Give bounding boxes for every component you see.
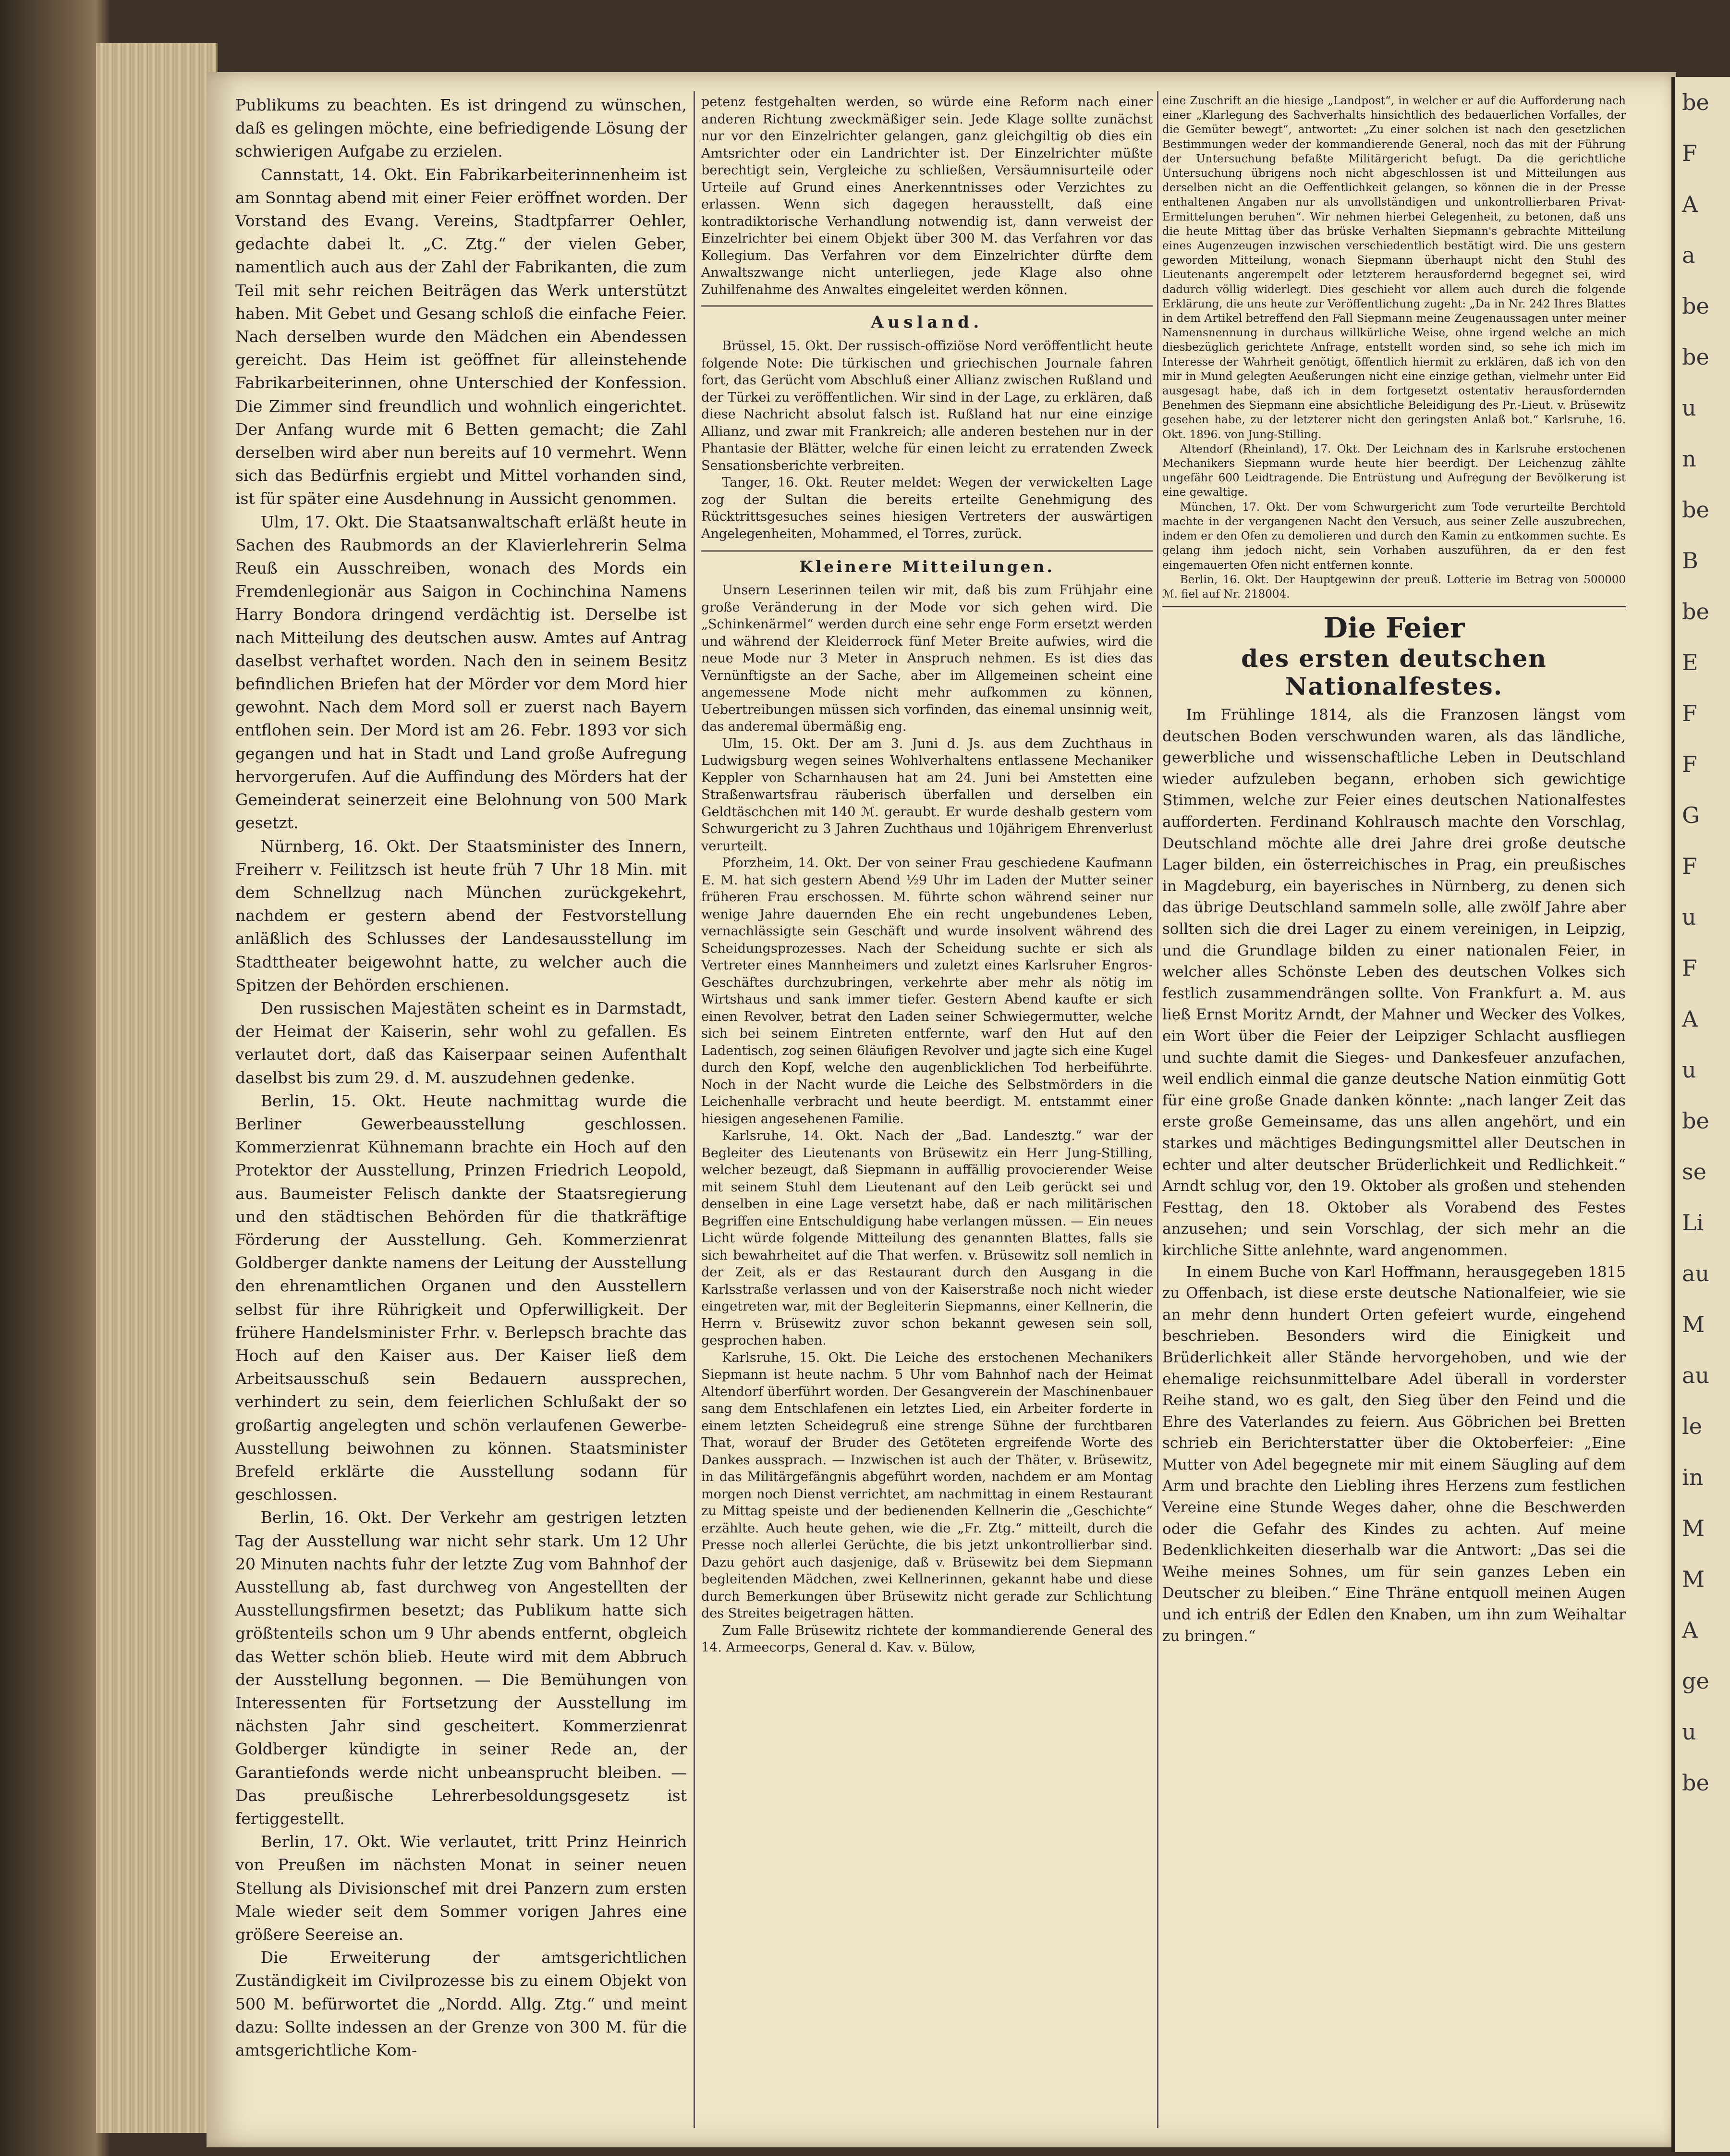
adjacent-page-fragment-text: G (1682, 802, 1700, 828)
ausland-item: Brüssel, 15. Okt. Der russisch-offiziöse Nord veröffentlicht heute folgende Note: Die türkischen und griechischen Journale fahren fort, das Gerücht vom Abschluß einer Allianz zwischen Rußland und der Türkei zu veröffentlichen. Wir sind in der Lage, zu erklären, daß diese Nachricht absolut falsch ist. Rußland hat nur eine einzige Allianz, und zwar mit Frankreich; alle anderen bestehen nur in der Phantasie der Blätter, welche für einen leicht zu erratenden Zweck Sensationsberichte verbreiten. (701, 339, 1153, 473)
kleinere-item: Karlsruhe, 14. Okt. Nach der „Bad. Landesztg.“ war der Begleiter des Lieutenants von Brüsewitz ein Herr Jung-Stilling, welcher bezeugt, daß Siepmann in auffällig provocierender Weise mit seinem Stuhl dem Lieutenant auf den Leib gerückt sei und denselben in eine Lage versetzt habe, daß er nach militärischen Begriffen eine Entschuldigung habe verlangen müssen. — Ein neues Licht würde folgende Mitteilung des genannten Blattes, falls sie sich bewahrheitet auf die That werfen. v. Brüsewitz soll nemlich in der Zeit, als er das Restaurant durch den Ausgang in die Karlsstraße verlassen und von der Kaiserstraße noch nicht wieder eingetreten war, mit der Begleiterin Siepmanns, einer Kellnerin, die Herrn v. Brüsewitz zuvor schon bekannt gewesen sein soll, gesprochen haben. (701, 1128, 1153, 1348)
book-page-edges (96, 43, 218, 2133)
feier-paragraph: In einem Buche von Karl Hoffmann, herausgegeben 1815 zu Offenbach, ist diese erste deutsche Nationalfeier, wie sie an mehr denn hundert Orten gefeiert wurde, eingehend beschrieben. Besonders wird die Einigkeit und Brüderlichkeit aller Stände hervorgehoben, und wie der ehemalige reichsunmittelbare Adel überall in vorderster Reihe stand, wo es galt, den Sieg über den Feind und die Ehre des Vaterlandes zu feiern. Aus Göbrichen bei Bretten schrieb ein Berichterstatter über die Oktoberfeier: „Eine Mutter von Adel begegnete mir mit einem Säugling auf dem Arm und brachte den Liebling ihres Herzens zum festlichen Vereine eine Stunde Weges daher, ohne die Beschwerden oder die Gefahr des Kindes zu achten. Auf meine Bedenklichkeiten dieserhalb war die Antwort: „Das sei die Weihe meines Sohnes, um für sein ganzes Leben ein Deutscher zu bleiben.“ Eine Thräne entquoll meinen Augen und ich entriß der Edlen den Knaben, um ihn zum Weihaltar zu bringen.“ (1162, 1263, 1626, 1645)
kleinere-item: Karlsruhe, 15. Okt. Die Leiche des erstochenen Mechanikers Siepmann ist heute nachm. 5 Uhr vom Bahnhof nach der Heimat Altendorf überführt worden. Der Gesangverein der Maschinenbauer sang dem Entschlafenen ein letztes Lied, ein Arbeiter forderte in einem letzten Scheidegruß eine strenge Sühne der furchtbaren That, worauf der Bruder des Getöteten ergreifende Worte des Dankes aussprach. — Inzwischen ist auch der Thäter, v. Brüsewitz, in das Militärgefängnis abgeführt worden, nachdem er am Montag morgen noch Dienst verrichtet, am nachmittag in einem Restaurant zu Mittag speiste und der bedienenden Kellnerin die „Geschichte“ erzählte. Auch heute gehen, wie die „Fr. Ztg.“ mitteilt, durch die Presse noch allerlei Gerüchte, die bis jetzt unkontrollierbar sind. Dazu gehört auch dasjenige, daß v. Brüsewitz bei dem Siepmann begleitenden Mädchen, zwei Kellnerinnen, gekannt habe und diese durch Bemerkungen über Brüsewitz nicht gerade zur Schlichtung des Streites beigetragen hätten. (701, 1350, 1153, 1621)
feier-paragraph: Im Frühlinge 1814, als die Franzosen längst vom deutschen Boden verschwunden waren, als das ländliche, gewerbliche und wissenschaftliche Leben in Deutschland wieder aufzuleben begann, erhoben sich gewichtige Stimmen, welche zur Feier eines deutschen Nationalfestes aufforderten. Ferdinand Kohlrausch machte den Vorschlag, Deutschland möchte alle drei Jahre drei große deutsche Lager bilden, ein österreichisches in Prag, ein preußisches in Magdeburg, ein bayerisches in Nürnberg, zu denen sich das übrige Deutschland sammeln solle, alle zwölf Jahre aber sollten sich die drei Lager zu einem vereinigen, in Leipzig, und die Grundlage bilden zu einer nationalen Feier, in welcher alles Schönste Leben des deutschen Volkes sich festlich zusammendrängen sollte. Von Frankfurt a. M. aus ließ Ernst Moritz Arndt, der Mahner und Wecker des Volkes, ein Wort über die Feier der Leipziger Schlacht ausfliegen und suchte damit die Sieges- und Dankesfeuer anzufachen, weil endlich einmal die ganze deutsche Nation einmütig Gott für eine große Gnade danken könnte: „nach langer Zeit das erste große Gemeinsame, das uns allen angehört, und ein starkes und mächtiges Bedingungsmittel aller Deutschen in echter und alter deutscher Brüderlichkeit und Redlichkeit.“ Arndt schlug vor, den 19. Oktober als großen und stehenden Festtag, den 18. Oktober als Vorabend des Festes anzusehen; und sein Vorschlag, der sich mehr an die kirchliche Sitte anlehnte, ward angenommen. (1162, 706, 1626, 1259)
adjacent-page-fragment-text: a (1682, 242, 1695, 268)
col1-paragraph: Publikums zu beachten. Es ist dringend zu wünschen, daß es gelingen möchte, eine befriedigende Lösung der schwierigen Aufgabe zu erzielen. (235, 96, 687, 161)
column-3 (1162, 94, 1626, 2135)
adjacent-page-fragment-text: A (1682, 1006, 1698, 1032)
adjacent-page-fragment-text: M (1682, 1311, 1705, 1337)
col1-paragraph: Berlin, 15. Okt. Heute nachmittag wurde die Berliner Gewerbeausstellung geschlossen. Kommerzienrat Kühnemann brachte ein Hoch auf den Protektor der Ausstellung, Prinzen Friedrich Leopold, aus. Baumeister Felisch dankte der Staatsregierung und den städtischen Behörden für die thatkräftige Förderung der Ausstellung. Geh. Kommerzienrat Goldberger dankte namens der Leitung der Ausstellung den ehrenamtlichen Organen und den Ausstellern selbst für ihre Rührigkeit und Opferwilligkeit. Der frühere Handelsminister Frhr. v. Berlepsch brachte das Hoch auf den Kaiser aus. Der Kaiser ließ dem Arbeitsausschuß sein Bedauern aussprechen, verhindert zu sein, dem feierlichen Schlußakt der so großartig angelegten und schön verlaufenen Gewerbe-Ausstellung beiwohnen zu können. Staatsminister Brefeld erklärte die Ausstellung sodann für geschlossen. (235, 1091, 687, 1504)
kleinere-item: Zum Falle Brüsewitz richtete der kommandierende General des 14. Armeecorps, General d. Kav. v. Bülow, (701, 1623, 1153, 1655)
feier-article-title (1162, 606, 1626, 700)
adjacent-page-fragment-text: F (1682, 853, 1697, 879)
adjacent-page-fragment-text: le (1682, 1413, 1702, 1439)
kleinere-item: Ulm, 15. Okt. Der am 3. Juni d. Js. aus dem Zuchthaus in Ludwigsburg wegen seines Wohlverhaltens entlassene Mechaniker Keppler von Scharnhausen hat am 24. Juni bei Amstetten eine Straßenwartsfrau räuberisch überfallen und derselben ein Geldtäschchen mit 140 ℳ. geraubt. Er wurde deshalb gestern vom Schwurgericht zu 3 Jahren Zuchthaus und 10jährigem Ehrenverlust verurteilt. (701, 736, 1153, 854)
feier-title-line-2: des ersten deutschen Nationalfestes. (1241, 644, 1547, 701)
adjacent-page-fragment-text: au (1682, 1261, 1710, 1286)
col3-paragraph: Berlin, 16. Okt. Der Hauptgewinn der preuß. Lotterie im Betrag von 500000 ℳ. fiel auf Nr. 218004. (1162, 573, 1626, 600)
adjacent-page-fragment-text: F (1682, 751, 1697, 777)
section-heading-kleinere: Kleinere Mitteilungen. (701, 550, 1153, 577)
column-1 (235, 94, 687, 2131)
col1-paragraph: Berlin, 17. Okt. Wie verlautet, tritt Prinz Heinrich von Preußen im nächsten Monat in seiner neuen Stellung als Divisionschef mit drei Panzern zum ersten Male wieder seit dem Sommer vorigen Jahres eine größere Seereise an. (235, 1832, 687, 1944)
adjacent-page-fragment-text: M (1682, 1515, 1705, 1541)
col1-paragraph: Nürnberg, 16. Okt. Der Staatsminister des Innern, Freiherr v. Feilitzsch ist heute früh 7 Uhr 18 Min. mit dem Schnellzug nach München zurückgekehrt, nachdem er gestern abend der Festvorstellung anläßlich des Schlusses der Landesausstellung im Stadttheater beigewohnt hatte, zu welcher auch die Spitzen der Behörden erschienen. (235, 836, 687, 994)
adjacent-page-fragment-text: n (1682, 446, 1696, 472)
adjacent-page-fragment-text: A (1682, 1617, 1698, 1643)
col1-paragraph: Ulm, 17. Okt. Die Staatsanwaltschaft erläßt heute in Sachen des Raubmords an der Klavierlehrerin Selma Reuß ein Ausschreiben, wonach des Mords ein Fremdenlegionär aus Saigon in Cochinchina Namens Harry Bondora dringend verdächtig ist. Derselbe ist nach Mitteilung des deutschen ausw. Amtes auf Antrag daselbst verhaftet worden. Nach den in seinem Besitz befindlichen Briefen hat der Mörder vor dem Mord hier gewohnt. Nach dem Mord soll er zuerst nach Bayern entflohen sein. Der Mord ist am 26. Febr. 1893 vor sich gegangen und hat in Stadt und Land große Aufregung hervorgerufen. Auf die Auffindung des Mörders hat der Gemeinderat seinerzeit eine Belohnung von 500 Mark gesetzt. (235, 512, 687, 833)
kleinere-item: Pforzheim, 14. Okt. Der von seiner Frau geschiedene Kaufmann E. M. hat sich gestern Abend ½9 Uhr im Laden der Mutter seiner früheren Frau erschossen. M. führte schon während seiner nur wenige Jahre dauernden Ehe ein recht ungebundenes Leben, vernachlässigte sein Geschäft und wurde insolvent während des Scheidungsprozesses. Nach der Scheidung suchte er sich als Vertreter eines Mannheimers und zuletzt eines Karlsruher Engros-Geschäftes durchzubringen, verkehrte aber mehr als nötig im Wirtshaus und sank immer tiefer. Gestern Abend kaufte er sich einen Revolver, betrat den Laden seiner Schwiegermutter, welche sich bei seinem Eintreten entfernte, warf den Hut auf den Ladentisch, zog seinen 6läufigen Revolver und jagte sich eine Kugel durch den Kopf, welche den augenblicklichen Tod herbeiführte. Noch in der Nacht wurde die Leiche des Selbstmörders in die Leichenhalle verbracht und heute beerdigt. M. entstammt einer hiesigen angesehenen Familie. (701, 856, 1153, 1127)
adjacent-page-fragment-text: F (1682, 955, 1697, 981)
adjacent-page-fragment-text: be (1682, 344, 1709, 370)
col3-paragraph: München, 17. Okt. Der vom Schwurgericht zum Tode verurteilte Berchtold machte in der vergangenen Nacht den Versuch, aus seiner Zelle auszubrechen, indem er den Ofen zu demolieren und durch den Kamin zu entkommen suchte. Es gelang ihm jedoch nicht, sein Vorhaben auszuführen, da er den fest eingemauerten Ofen nicht entfernen konnte. (1162, 501, 1626, 572)
kleinere-item: Unsern Leserinnen teilen wir mit, daß bis zum Frühjahr eine große Veränderung in der Mode vor sich gehen wird. Die „Schinkenärmel“ werden durch eine sehr enge Form ersetzt werden und während der Kleiderrock fünf Meter Breite aufwies, wird die neue Mode nur 3 Meter in Anspruch nehmen. Es ist dies das Vernünftigste an der Sache, aber im Allgemeinen scheint eine angemessene Mode nicht mehr aufkommen zu können, Uebertreibungen müssen sich vorfinden, das einemal unsinnig weit, das anderemal übermäßig eng. (701, 583, 1153, 734)
adjacent-page-fragment-text: F (1682, 700, 1697, 726)
adjacent-page-fragment-text: be (1682, 1108, 1709, 1134)
section-heading-ausland: Ausland. (701, 305, 1153, 333)
adjacent-page-fragment-text: be (1682, 599, 1709, 625)
col3-paragraph: Altendorf (Rheinland), 17. Okt. Der Leichnam des in Karlsruhe erstochenen Mechanikers Siepmann wurde heute hier beerdigt. Der Leichenzug zählte ungefähr 600 Leidtragende. Die Entrüstung und Aufregung der Bevölkerung ist eine gewaltige. (1162, 442, 1626, 499)
column-rule-1 (694, 91, 695, 2128)
col3-paragraph: eine Zuschrift an die hiesige „Landpost“, in welcher er auf die Aufforderung nach einer „Klarlegung des Sachverhalts hinsichtlich des bedauerlichen Vorfalles, der die Gemüter bewegt“, antwortet: „Zu einer solchen ist nach den gesetzlichen Bestimmungen weder der kommandierende General, noch das mit der Führung der Untersuchung befaßte Militärgericht befugt. Da die gerichtliche Untersuchung übrigens noch nicht abgeschlossen ist und Mitteilungen aus derselben nicht an die Oeffentlichkeit gelangen, so können die in der Presse enthaltenen Angaben nur als unvollständigen und unkontrollierbaren Privat-Ermittelungen beruhen“. Wir nehmen hierbei Gelegenheit, zu betonen, daß uns die heute Mittag über das brüske Verhalten Siepmann's gebrachte Mitteilung eines Augenzeugen inzwischen verschiedentlich bestätigt wird. Die uns gestern geworden Mitteilung, wonach Siepmann überhaupt nicht den Stuhl des Lieutenants angerempelt oder letzterem herausfordernd begegnet sei, wird dadurch völlig widerlegt. Dies geschieht vor allem auch durch die folgende Erklärung, die uns heute zur Veröffentlichung zugeht: „Da in Nr. 242 Ihres Blattes in dem Artikel betreffend den Fall Siepmann meine Zeugenaussagen unter meiner Namensnennung in durchaus willkürliche Weise, ohne irgend welche an mich diesbezüglich gerichtete Anfrage, entstellt worden sind, so sehe ich mich im Interesse der Wahrheit genötigt, öffentlich hiermit zu erklären, daß ich von den mir in Mund gelegten Aeußerungen nicht eine einzige gethan, vielmehr unter Eid ausgesagt habe, daß ich in dem fortgesetzt ostentativ herausfordernden Benehmen des Siepmann eine absichtliche Beleidigung des Pr.-Lieut. v. Brüsewitz gesehen habe, zu der letzterer nicht den geringsten Anlaß bot.“ Karlsruhe, 16. Okt. 1896. von Jung-Stilling. (1162, 95, 1626, 441)
col1-paragraph: Die Erweiterung der amtsgerichtlichen Zuständigkeit im Civilprozesse bis zu einem Objekt von 500 M. befürwortet die „Nordd. Allg. Ztg.“ und meint dazu: Sollte indessen an der Grenze von 300 M. für die amtsgerichtliche Kom- (235, 1948, 687, 2060)
adjacent-page-fragment-text: F (1682, 140, 1697, 166)
adjacent-page-fragment-text: Li (1682, 1210, 1704, 1236)
column-rule-2 (1157, 91, 1158, 2128)
col1-paragraph: Berlin, 16. Okt. Der Verkehr am gestrigen letzten Tag der Ausstellung war nicht sehr stark. Um 12 Uhr 20 Minuten nachts fuhr der letzte Zug vom Bahnhof der Ausstellung ab, fast durchweg von Angestellten der Ausstellungsfirmen besetzt; das Publikum hatte sich größtenteils schon um 9 Uhr abends entfernt, obgleich das Wetter schön blieb. Heute wird mit dem Abbruch der Ausstellung begonnen. — Die Bemühungen von Interessenten für Fortsetzung der Ausstellung im nächsten Jahr sind gescheitert. Kommerzienrat Goldberger kündigte in seiner Rede an, der Garantiefonds werde nicht unbeansprucht bleiben. — Das preußische Lehrerbesoldungsgesetz ist fertiggestellt. (235, 1508, 687, 1828)
feier-title-line-1: Die Feier (1323, 612, 1465, 645)
adjacent-page-fragment-text: M (1682, 1566, 1705, 1592)
col1-paragraph: Den russischen Majestäten scheint es in Darmstadt, der Heimat der Kaiserin, sehr wohl zu gefallen. Es verlautet dort, daß das Kaiserpaar seinen Aufenthalt daselbst bis zum 29. d. M. auszudehnen gedenke. (235, 998, 687, 1087)
adjacent-page-fragment-text: B (1682, 548, 1698, 574)
adjacent-page-fragment-text: E (1682, 649, 1698, 675)
col2-intro: petenz festgehalten werden, so würde eine Reform nach einer anderen Richtung zweckmäßiger sein. Jede Klage sollte zunächst nur vor den Einzelrichter gelangen, ganz gleichgiltig ob dies ein Amtsrichter oder ein Landrichter ist. Der Einzelrichter müßte berechtigt sein, Vergleiche zu schließen, Versäumnisurteile oder Urteile auf Grund eines Anerkenntnisses oder Verzichtes zu erlassen. Wenn sich dagegen herausstellt, daß eine kontradiktorische Verhandlung notwendig ist, dann verweist der Einzelrichter bei einem Objekt über 300 M. das Verfahren vor das Kollegium. Das Verfahren vor dem Einzelrichter dürfte dem Anwaltszwange nicht unterliegen, jede Klage also ohne Zuhilfenahme des Anwaltes eingeleitet werden können. (701, 95, 1153, 297)
adjacent-page-fragment-text: be (1682, 1770, 1709, 1796)
adjacent-page-fragment-text: se (1682, 1159, 1706, 1185)
ausland-item: Tanger, 16. Okt. Reuter meldet: Wegen der verwickelten Lage zog der Sultan die bereits erteilte Genehmigung des Rücktrittsgesuches seines hiesigen Vertreters der auswärtigen Angelegenheiten, Mohammed, el Torres, zurück. (701, 475, 1153, 541)
adjacent-page-fragment-text: be (1682, 89, 1709, 115)
adjacent-page-fragment-text: u (1682, 1057, 1696, 1083)
adjacent-page-fragment-text: au (1682, 1362, 1710, 1388)
adjacent-page-fragment (1671, 77, 1730, 2152)
adjacent-page-fragment-text: ge (1682, 1668, 1709, 1694)
adjacent-page-fragment-text: u (1682, 395, 1696, 421)
adjacent-page-fragment-text: u (1682, 904, 1696, 930)
adjacent-page-fragment-text: u (1682, 1719, 1696, 1745)
adjacent-page-fragment-text: A (1682, 191, 1698, 217)
adjacent-page-fragment-text: be (1682, 497, 1709, 523)
adjacent-page-fragment-text: in (1682, 1464, 1704, 1490)
feier-article-body (1162, 704, 1626, 1647)
col1-paragraph: Cannstatt, 14. Okt. Ein Fabrikarbeiterinnenheim ist am Sonntag abend mit einer Feier eröffnet worden. Der Vorstand des Evang. Vereins, Stadtpfarrer Oehler, gedachte dabei lt. „C. Ztg.“ der vielen Geber, namentlich auch aus der Zahl der Fabrikanten, die zum Teil mit sehr reichen Beiträgen das Werk unterstützt haben. Mit Gebet und Gesang schloß die einfache Feier. Nach derselben wurde den Mädchen ein Abendessen gereicht. Das Heim ist geöffnet für alleinstehende Fabrikarbeiterinnen, ohne Unterschied der Konfession. Die Zimmer sind freundlich und wohnlich eingerichtet. Der Anfang wurde mit 6 Betten gemacht; die Zahl derselben wird aber nun bereits auf 10 vermehrt. Wenn sich das Bedürfnis ergiebt und Mittel vorhanden sind, ist für später eine Ausdehnung in Aussicht genommen. (235, 165, 687, 508)
column-2 (701, 94, 1153, 2135)
adjacent-page-fragment-text: be (1682, 293, 1709, 319)
